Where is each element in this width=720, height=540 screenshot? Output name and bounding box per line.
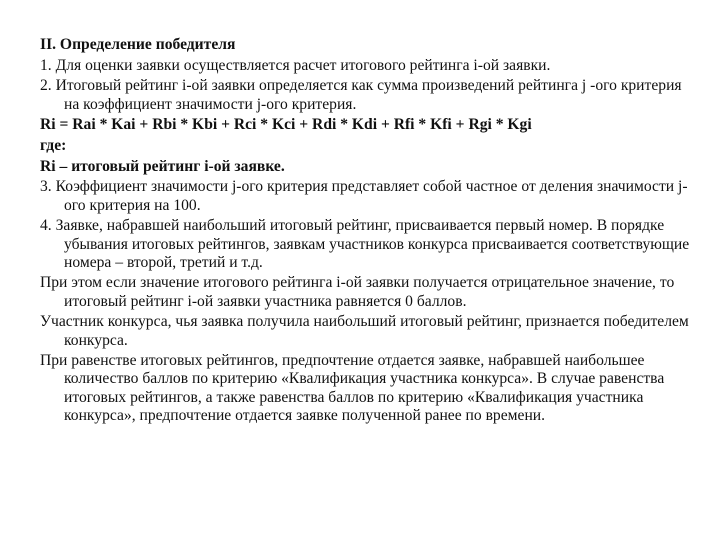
paragraph-4: 4. Заявке, набравшей наибольший итоговый рейтинг, присваивается первый номер. В порядке убывания итоговых рейтингов, заявкам участников конкурса присваивается соответствующие номера – второй, третий и т.д. — [40, 217, 690, 271]
paragraph-1: 1. Для оценки заявки осуществляется расчет итогового рейтинга i-ой заявки. — [40, 56, 551, 74]
paragraph-tie-break: При равенстве итоговых рейтингов, предпочтение отдается заявке, набравшей наибольшее количество баллов по критерию «Квалификация участника конкурса». В случае равенства итоговых рейтингов, а также равенства баллов по критерию «Квалификация участника конкурса», предпочтение отдается заявке полученной ранее по времени. — [40, 352, 665, 424]
rating-formula: Ri = Rai * Kai + Rbi * Kbi + Rci * Kci + Rdi * Kdi + Rfi * Kfi + Rgi * Kgi — [40, 116, 532, 134]
paragraph-winner: Участник конкурса, чья заявка получила наибольший итоговый рейтинг, признается победителем конкурса. — [40, 313, 689, 349]
paragraph-negative-rating: При этом если значение итогового рейтинга i-ой заявки получается отрицательное значение, то итоговый рейтинг i-ой заявки участника равняется 0 баллов. — [40, 274, 675, 310]
text-block — [40, 36, 690, 425]
section-heading: II. Определение победителя — [40, 36, 236, 53]
paragraph-3: 3. Коэффициент значимости j-ого критерия представляет собой частное от деления значимости j-ого критерия на 100. — [40, 178, 688, 214]
where-label: где: — [40, 137, 67, 155]
ri-definition: Ri – итоговый рейтинг i-ой заявке. — [40, 157, 285, 175]
paragraph-2: 2. Итоговый рейтинг i-ой заявки определяется как сумма произведений рейтинга j -ого критерия на коэффициент значимости j-ого критерия. — [40, 77, 682, 113]
